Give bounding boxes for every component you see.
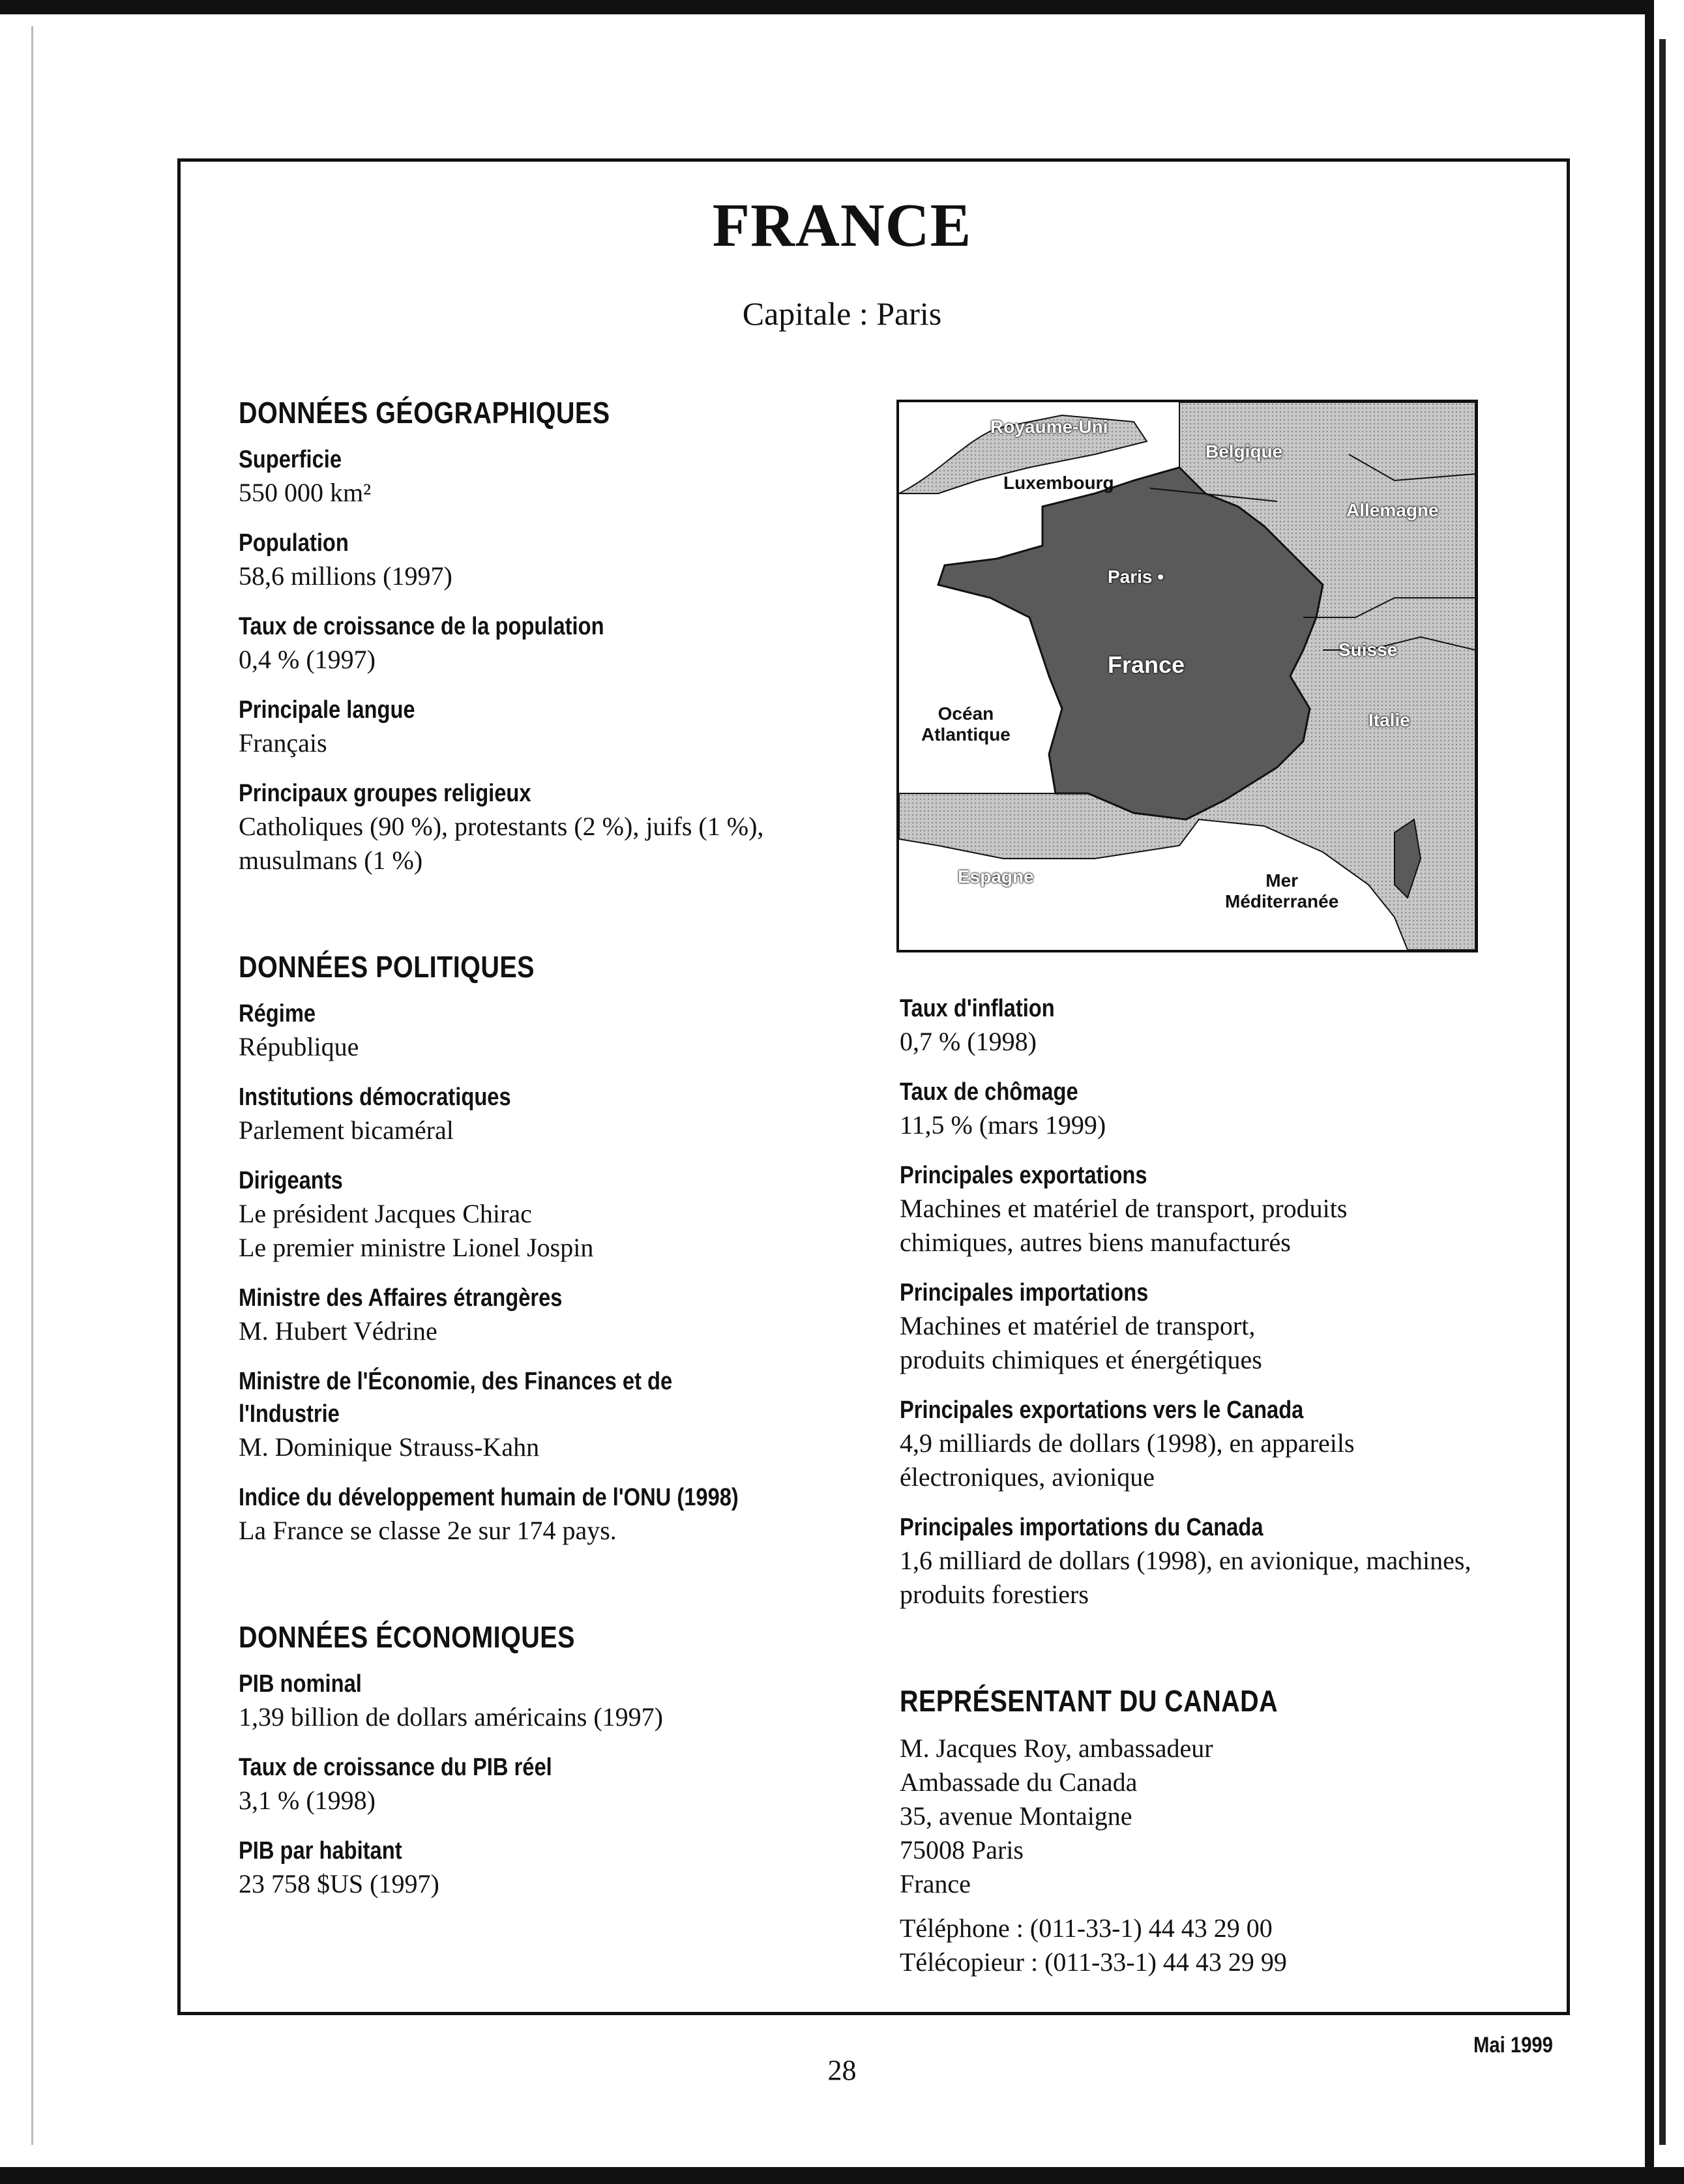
field-label: Ministre des Affaires étrangères (239, 1284, 563, 1312)
field-value: M. Hubert Védrine (239, 1316, 437, 1346)
field-value-line: Le président Jacques Chirac (239, 1199, 532, 1228)
section-spacer (239, 1565, 891, 1619)
section-heading-economy: DONNÉES ÉCONOMIQUES (239, 1620, 575, 1654)
field-value: Catholiques (90 %), protestants (2 %), juifs (1 %), musulmans (1 %) (239, 812, 764, 875)
right-column (900, 992, 1552, 1979)
field-value-line: Le premier ministre Lionel Jospin (239, 1233, 594, 1262)
map-label-uk: Royaume-Uni (990, 417, 1108, 437)
field-value-line: 4,9 milliards de dollars (1998), en appareils (900, 1428, 1355, 1458)
field-label: Superficie (239, 446, 342, 473)
field-label: Taux d'inflation (900, 995, 1055, 1022)
field-value: 11,5 % (mars 1999) (900, 1110, 1106, 1140)
field-label: Institutions démocratiques (239, 1084, 511, 1111)
field-label: Taux de croissance du PIB réel (239, 1754, 552, 1781)
section-heading-politics: DONNÉES POLITIQUES (239, 950, 535, 984)
scan-edge-top (0, 0, 1684, 14)
field-label: Principales importations du Canada (900, 1514, 1263, 1541)
map-label-sea-line: Mer (1265, 870, 1299, 891)
map-label-luxembourg: Luxembourg (1003, 473, 1114, 493)
field-label: Indice du développement humain de l'ONU (1998) (239, 1484, 739, 1511)
scan-edge-left (31, 26, 33, 2145)
field-value: M. Dominique Strauss-Kahn (239, 1432, 540, 1462)
field-value: 0,4 % (1997) (239, 645, 376, 674)
field-value-line: 1,6 milliard de dollars (1998), en avionique, machines, (900, 1546, 1471, 1575)
field-value-line: produits forestiers (900, 1580, 1089, 1609)
field-value-line: produits chimiques et énergétiques (900, 1345, 1262, 1374)
fax-number: Télécopieur : (011-33-1) 44 43 29 99 (900, 1947, 1287, 1977)
field-label: Principales exportations vers le Canada (900, 1396, 1304, 1424)
address-line: Ambassade du Canada (900, 1767, 1138, 1797)
field-label: Principales importations (900, 1279, 1149, 1306)
field-label: Population (239, 529, 349, 557)
field-label: Taux de croissance de la population (239, 613, 604, 640)
field-value (239, 1197, 891, 1265)
field-value (900, 1309, 1552, 1377)
field-label-line: l'Industrie (239, 1400, 340, 1428)
field-value-line: électroniques, avionique (900, 1462, 1155, 1492)
map-label-ocean (921, 703, 1011, 745)
map-label-belgium: Belgique (1205, 441, 1283, 462)
left-column (239, 395, 891, 1918)
field-value-line: chimiques, autres biens manufacturés (900, 1228, 1291, 1257)
map-label-france: France (1108, 651, 1185, 678)
capital-line: Capitale : Paris (742, 295, 942, 332)
field-label: Principaux groupes religieux (239, 780, 531, 807)
map-label-italy: Italie (1368, 710, 1410, 730)
field-label: PIB par habitant (239, 1837, 402, 1865)
field-value (900, 1192, 1552, 1260)
page-title: FRANCE (712, 192, 972, 259)
field-value (900, 1544, 1552, 1612)
field-value (900, 1426, 1552, 1494)
field-value: 550 000 km² (239, 478, 372, 507)
field-value: 23 758 $US (1997) (239, 1869, 439, 1898)
publication-date: Mai 1999 (1473, 2033, 1553, 2058)
phone-number: Téléphone : (011-33-1) 44 43 29 00 (900, 1913, 1273, 1943)
field-value-line: Machines et matériel de transport, (900, 1311, 1256, 1340)
field-label: Dirigeants (239, 1167, 343, 1194)
address-line: M. Jacques Roy, ambassadeur (900, 1734, 1213, 1763)
field-label: PIB nominal (239, 1670, 362, 1698)
field-value: 58,6 millions (1997) (239, 561, 452, 591)
representative-block (900, 1683, 1552, 1979)
map-label-ocean-line: Atlantique (921, 724, 1011, 745)
section-heading-geo: DONNÉES GÉOGRAPHIQUES (239, 396, 610, 430)
field-value-line: Machines et matériel de transport, produits (900, 1194, 1348, 1223)
field-label: Principale langue (239, 696, 415, 724)
field-label: Taux de chômage (900, 1078, 1078, 1106)
field-value: 1,39 billion de dollars américains (1997) (239, 1702, 663, 1732)
field-value: Parlement bicaméral (239, 1115, 454, 1145)
address-line: France (900, 1869, 971, 1898)
address-line: 75008 Paris (900, 1835, 1024, 1865)
field-label: Principales exportations (900, 1162, 1147, 1189)
section-spacer (900, 1629, 1552, 1683)
map-label-paris: Paris • (1108, 567, 1164, 587)
field-value: 0,7 % (1998) (900, 1027, 1037, 1056)
field-value: République (239, 1032, 359, 1061)
field-label-line: Ministre de l'Économie, des Finances et de (239, 1368, 673, 1395)
field-value: La France se classe 2e sur 174 pays. (239, 1516, 617, 1545)
map-label-germany: Allemagne (1346, 500, 1439, 520)
scan-edge-bottom (0, 2167, 1684, 2184)
france-map (896, 400, 1478, 952)
address-line: 35, avenue Montaigne (900, 1801, 1132, 1831)
section-spacer (239, 894, 891, 949)
map-label-switzerland: Suisse (1338, 640, 1398, 660)
field-label: Régime (239, 1000, 316, 1027)
page-number: 28 (827, 2054, 857, 2086)
field-value: Français (239, 728, 327, 758)
map-label-spain: Espagne (958, 866, 1034, 887)
scan-binding-line (1659, 39, 1666, 2145)
field-value: 3,1 % (1998) (239, 1786, 376, 1815)
map-label-sea-line: Méditerranée (1225, 891, 1339, 911)
map-label-ocean-line: Océan (938, 703, 994, 724)
section-heading-representative: REPRÉSENTANT DU CANADA (900, 1684, 1278, 1718)
map-label-sea (1225, 870, 1338, 912)
